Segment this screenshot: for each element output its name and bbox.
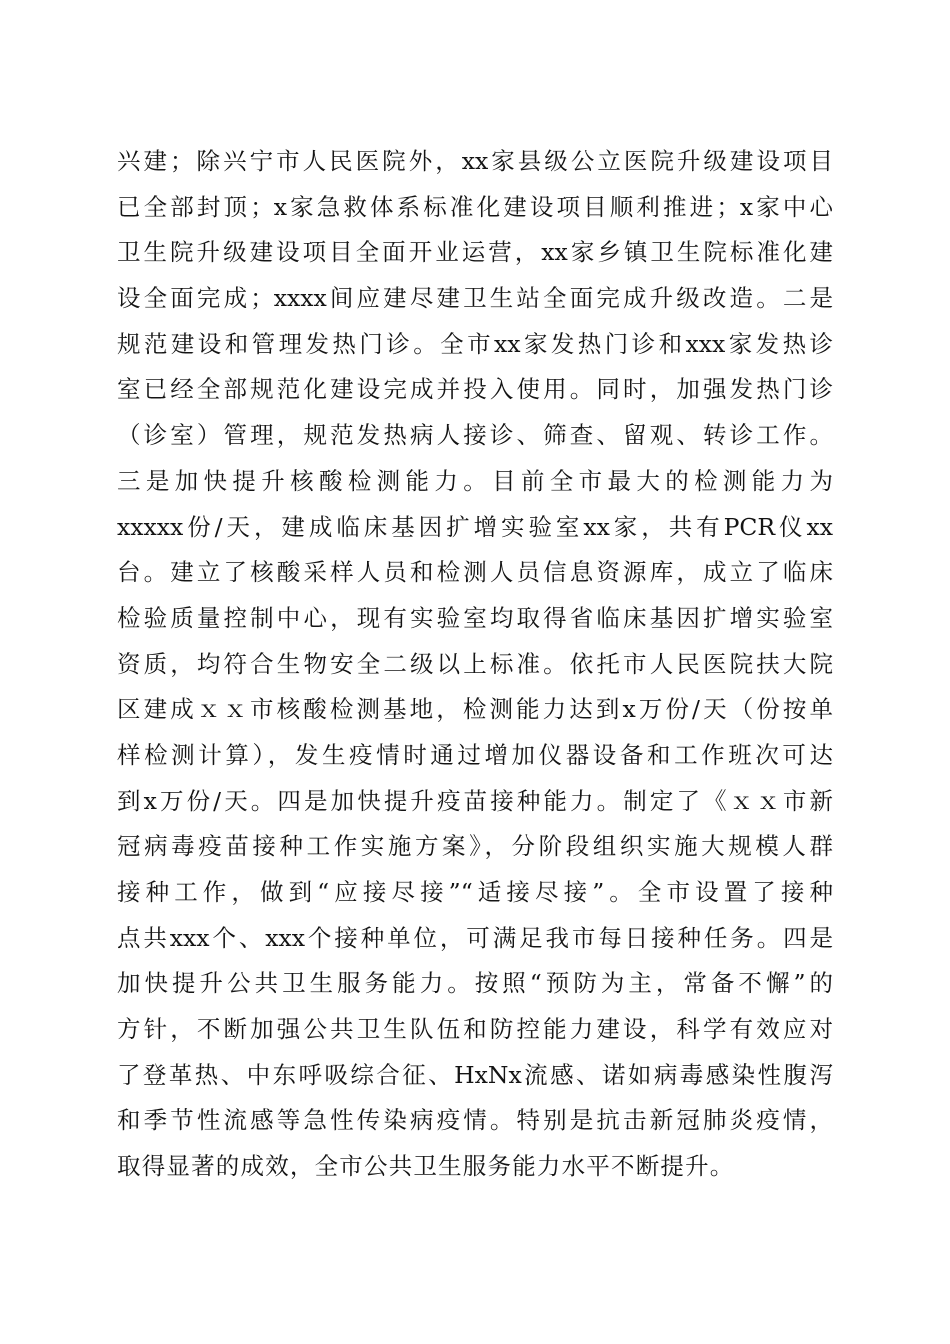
text-line: 冠病毒疫苗接种工作实施方案》，分阶段组织实施大规模人群 <box>117 832 833 861</box>
text-line: xxxxx份/天，建成临床基因扩增实验室xx家，共有PCR仪xx <box>117 512 833 541</box>
text-line: 资质，均符合生物安全二级以上标准。依托市人民医院扶大院 <box>117 649 833 678</box>
text-line: 检验质量控制中心，现有实验室均取得省临床基因扩增实验室 <box>117 603 833 632</box>
text-line: 样检测计算），发生疫情时通过增加仪器设备和工作班次可达 <box>117 740 833 769</box>
text-line: 卫生院升级建设项目全面开业运营，xx家乡镇卫生院标准化建 <box>117 238 833 267</box>
text-line: 了登革热、中东呼吸综合征、HxNx流感、诺如病毒感染性腹泻 <box>117 1060 833 1089</box>
text-line: 室已经全部规范化建设完成并投入使用。同时，加强发热门诊 <box>117 375 833 404</box>
text-line: 方针，不断加强公共卫生队伍和防控能力建设，科学有效应对 <box>117 1015 833 1044</box>
text-line: 到x万份/天。四是加快提升疫苗接种能力。制定了《ｘｘ市新 <box>117 786 833 815</box>
text-line: 规范建设和管理发热门诊。全市xx家发热门诊和xxx家发热诊 <box>117 329 833 358</box>
text-line: （诊室）管理，规范发热病人接诊、筛查、留观、转诊工作。 <box>117 421 833 450</box>
text-line: 三是加快提升核酸检测能力。目前全市最大的检测能力为 <box>117 466 833 495</box>
text-line: 加快提升公共卫生服务能力。按照“预防为主，常备不懈”的 <box>117 969 833 998</box>
text-line-last: 取得显著的成效，全市公共卫生服务能力水平不断提升。 <box>117 1152 735 1181</box>
body-paragraph <box>117 139 833 1190</box>
text-line: 点共xxx个、xxx个接种单位，可满足我市每日接种任务。四是 <box>117 923 833 952</box>
text-line: 区建成ｘｘ市核酸检测基地，检测能力达到x万份/天（份按单 <box>117 695 833 724</box>
text-line: 已全部封顶；x家急救体系标准化建设项目顺利推进；x家中心 <box>117 192 833 221</box>
text-line: 接种工作，做到“应接尽接”“适接尽接”。全市设置了接种 <box>117 878 833 906</box>
text-line: 设全面完成；xxxx间应建尽建卫生站全面完成升级改造。二是 <box>117 284 833 313</box>
text-line: 兴建；除兴宁市人民医院外，xx家县级公立医院升级建设项目 <box>117 147 833 175</box>
text-line: 和季节性流感等急性传染病疫情。特别是抗击新冠肺炎疫情， <box>117 1106 833 1135</box>
text-line: 台。建立了核酸采样人员和检测人员信息资源库，成立了临床 <box>117 558 833 587</box>
